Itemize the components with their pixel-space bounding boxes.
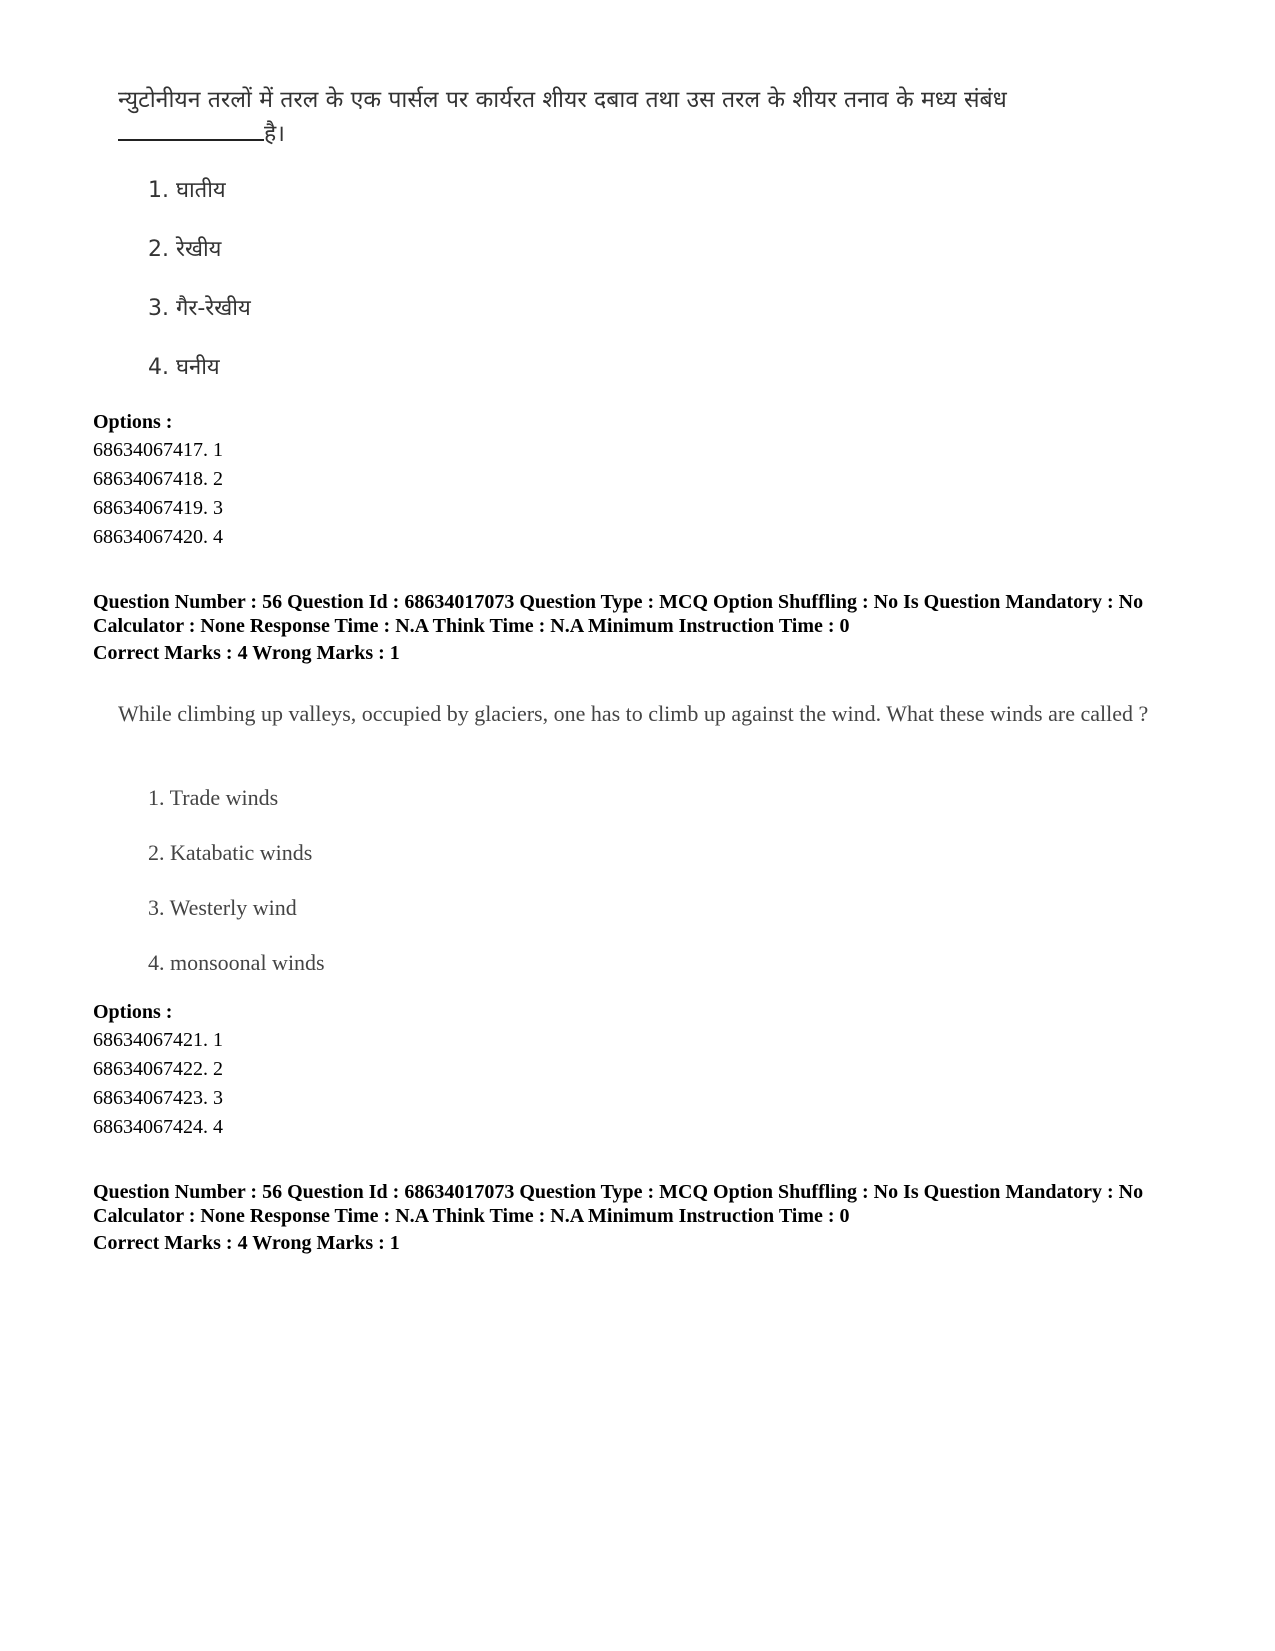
question-meta: Question Number : 56 Question Id : 68634017073 Question Type : MCQ Option Shuffling : No Is Question Mandatory : No Calculator : None Response Time : N.A Think Time : N.A Minimum Instruction Time : 0 — [93, 591, 1144, 637]
option-id: 68634067420. 4 — [93, 526, 223, 548]
question-text-line: न्युटोनीयन तरलों में तरल के एक पार्सल पर कार्यरत शीयर दबाव तथा उस तरल के शीयर तनाव के मध्य संबंध — [118, 87, 1007, 113]
options-header: Options : — [93, 411, 173, 433]
answer-choices — [148, 784, 325, 1004]
question-text: While climbing up valleys, occupied by glaciers, one has to climb up against the wind. What these winds are called ? — [118, 701, 1149, 726]
option-id: 68634067421. 1 — [93, 1029, 223, 1051]
option-id: 68634067422. 2 — [93, 1058, 223, 1080]
answer-choice: 2. रेखीय — [148, 237, 222, 262]
question-text-hindi — [118, 84, 1158, 151]
answer-choice: 1. घातीय — [148, 178, 226, 203]
options-header: Options : — [93, 1001, 173, 1023]
answer-choice: 3. Westerly wind — [148, 895, 297, 920]
answer-choice: 3. गैर-रेखीय — [148, 296, 251, 321]
question-meta: Question Number : 56 Question Id : 68634017073 Question Type : MCQ Option Shuffling : No Is Question Mandatory : No Calculator : None Response Time : N.A Think Time : N.A Minimum Instruction Time : 0 — [93, 1181, 1144, 1227]
answer-choice: 1. Trade winds — [148, 785, 279, 810]
answer-choice: 4. monsoonal winds — [148, 950, 325, 975]
option-id: 68634067423. 3 — [93, 1087, 223, 1109]
options-list — [93, 408, 223, 552]
answer-choices — [148, 176, 251, 412]
option-id: 68634067419. 3 — [93, 497, 223, 519]
fill-in-blank — [118, 117, 264, 141]
answer-choice: 4. घनीय — [148, 355, 220, 380]
options-list — [93, 998, 223, 1142]
answer-choice: 2. Katabatic winds — [148, 840, 313, 865]
question-text-line — [118, 117, 1158, 151]
question-marks: Correct Marks : 4 Wrong Marks : 1 — [93, 1232, 400, 1254]
question-text-end: है। — [264, 121, 285, 147]
option-id: 68634067418. 2 — [93, 468, 223, 490]
option-id: 68634067417. 1 — [93, 439, 223, 461]
option-id: 68634067424. 4 — [93, 1116, 223, 1138]
question-marks: Correct Marks : 4 Wrong Marks : 1 — [93, 642, 400, 664]
